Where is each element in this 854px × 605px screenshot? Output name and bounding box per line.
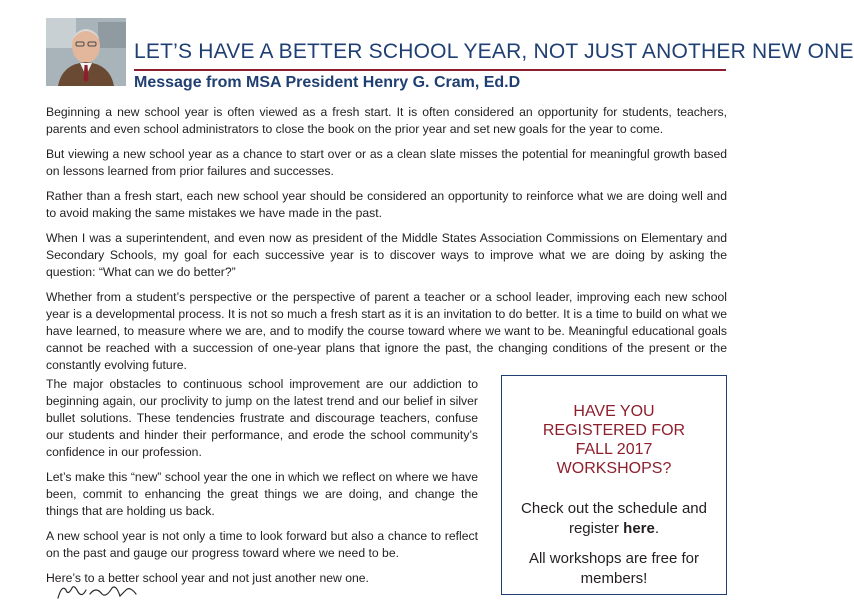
- headline-rule: [134, 69, 726, 71]
- article-body-column: [46, 376, 478, 587]
- callout-title: HAVE YOU REGISTERED FOR FALL 2017 WORKSHOPS?: [542, 403, 686, 477]
- paragraph: Whether from a student’s perspective or the perspective of parent a teacher or a school leader, improving each new school year is a developmental process. It is not so much a fresh start as it is an invitation to do better. It is a time to build on what we have learned, to measure where we are, and to modify the course toward where we want to be. Meaningful educational goals cannot be reached with a succession of one-year plans that ignore the past, the changing conditions of the present or the constantly evolving future.: [46, 290, 727, 372]
- paragraph: Rather than a fresh start, each new school year should be considered an opportunity to reinforce what we are doing well and to avoid making the same mistakes we have made in the past.: [46, 189, 727, 220]
- callout-free-text: All workshops are free for members!: [528, 550, 700, 587]
- subheadline: Message from MSA President Henry G. Cram, Ed.D: [134, 74, 521, 91]
- closing-paragraph: Here’s to a better school year and not just another new one.: [46, 571, 369, 585]
- callout-register-suffix: .: [654, 520, 660, 537]
- article-body-full-width: [46, 104, 727, 382]
- paragraph: Beginning a new school year is often viewed as a fresh start. It is often considered an opportunity for students, teachers, parents and even school administrators to close the book on the prior year and set new goals for the year to come.: [46, 105, 727, 136]
- paragraph: But viewing a new school year as a chance to start over or as a clean slate misses the potential for meaningful growth based on lessons learned from prior failures and successes.: [46, 147, 727, 178]
- paragraph: A new school year is not only a time to look forward but also a chance to reflect on the past and gauge our progress toward where we need to be.: [46, 529, 478, 560]
- paragraph: The major obstacles to continuous school improvement are our addiction to beginning again, our proclivity to jump on the latest trend and our belief in silver bullet solutions. These tendencies frustrate and discourage teachers, confuse our students and hinder their performance, and erode the school community’s confidence in our profession.: [46, 377, 478, 459]
- paragraph: Let’s make this “new” school year the one in which we reflect on where we have been, commit to enhancing the great things we are doing, and change the things that are holding us back.: [46, 470, 478, 518]
- headline: LET’S HAVE A BETTER SCHOOL YEAR, NOT JUST ANOTHER NEW ONE: [134, 40, 854, 63]
- workshop-callout-box: [501, 375, 727, 595]
- register-here-link[interactable]: here: [623, 520, 655, 537]
- paragraph: When I was a superintendent, and even now as president of the Middle States Association Commissions on Elementary and Secondary Schools, my goal for each successive year is to discover ways to improve what we are doing by asking the question: “What can we do better?”: [46, 231, 727, 279]
- signature: [56, 582, 146, 600]
- callout-register-prefix: Check out the schedule and register: [521, 500, 707, 537]
- author-photo: [46, 18, 126, 86]
- callout-register-text: [512, 499, 716, 539]
